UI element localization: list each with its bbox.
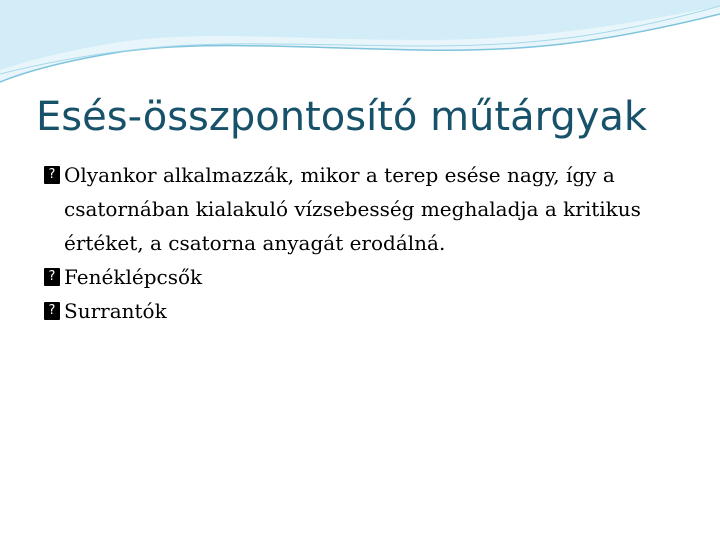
bullet-marker-icon: ? (44, 268, 60, 286)
bullet-text: Surrantók (64, 299, 167, 323)
bullet-marker-icon: ? (44, 302, 60, 320)
bullet-item (44, 294, 704, 328)
bullet-text: Fenéklépcsők (64, 265, 203, 289)
header-wave-decoration (0, 0, 720, 90)
bullet-marker-icon: ? (44, 166, 60, 184)
bullet-list (44, 158, 704, 328)
slide-title: Esés-összpontosító műtárgyak (36, 94, 648, 140)
bullet-item (44, 260, 704, 294)
bullet-text: Olyankor alkalmazzák, mikor a terep esése nagy, így a csatornában kialakuló vízsebesség meghaladja a kritikus értéket, a csatorna anyagát erodálná. (64, 163, 641, 255)
bullet-item (44, 158, 704, 260)
